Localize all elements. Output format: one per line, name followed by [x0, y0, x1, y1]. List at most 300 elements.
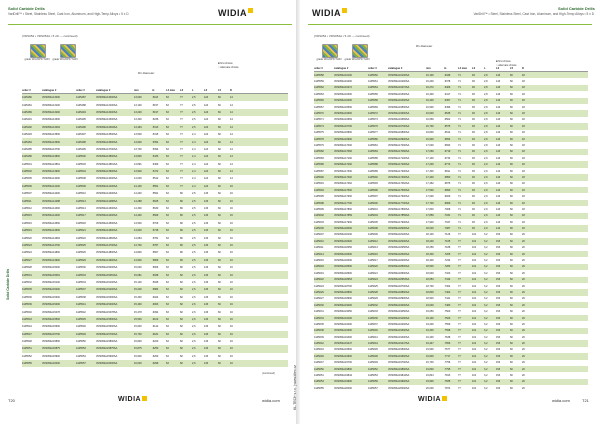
table-cell: 20: [522, 252, 525, 256]
table-cell: 4145530: [76, 266, 86, 270]
table-cell: 17,700: [426, 201, 434, 205]
table-cell: 77: [458, 354, 461, 358]
table-cell: 63: [166, 332, 169, 336]
table-cell: 60: [510, 163, 513, 167]
table-cell: VDS054A18600: [334, 271, 352, 275]
table-cell: 16: [230, 229, 233, 233]
table-cell: .7205: [444, 252, 451, 256]
table-cell: 17,500: [426, 188, 434, 192]
table-cell: .7656: [444, 342, 451, 346]
table-cell: VDS054A14900: [42, 258, 60, 262]
table-cell: .6929: [444, 195, 451, 199]
table-cell: 4145523: [22, 244, 32, 247]
table-cell: 82: [180, 288, 183, 292]
table-cell: 4145502: [22, 170, 32, 174]
table-cell: 4145555: [22, 362, 32, 366]
table-cell: 82: [180, 354, 183, 358]
table-cell: 4145600: [368, 201, 378, 205]
table-cell: .7441: [444, 297, 451, 301]
table-cell: 14,500: [134, 221, 142, 225]
table-cell: VDS054A16500: [334, 105, 352, 109]
table-cell: 4145606: [314, 227, 324, 231]
table-cell: 93: [472, 80, 475, 84]
table-cell: 4145547: [22, 332, 32, 336]
table-cell: 18,700: [426, 284, 434, 288]
table-cell: 4145527: [22, 258, 32, 262]
table-cell: 63: [166, 266, 169, 270]
table-cell: 4145542: [76, 310, 86, 314]
table-cell: VDS054A15600: [42, 325, 60, 329]
table-cell: 63: [166, 258, 169, 262]
column-header: in: [152, 89, 155, 92]
table-cell: 2,9: [484, 227, 488, 231]
table-body: [314, 72, 588, 392]
table-cell: 4145581: [368, 143, 378, 147]
table-cell: 77: [458, 271, 461, 275]
table-cell: 17,100: [426, 156, 434, 160]
table-cell: 4145514: [76, 207, 86, 211]
table-cell: 13,900: [134, 170, 142, 174]
table-cell: 4145568: [368, 99, 378, 103]
table-cell: 4145582: [314, 150, 324, 154]
table-cell: 2,9: [484, 207, 488, 211]
table-cell: .7813: [444, 374, 451, 378]
table-cell: 60: [218, 251, 221, 255]
table-cell: 20: [522, 278, 525, 282]
table-cell: 153: [496, 239, 501, 243]
column-header: L3: [180, 89, 184, 92]
table-cell: 18: [522, 99, 525, 103]
table-cell: VDS054A16200: [334, 80, 352, 84]
table-cell: 4145569: [368, 105, 378, 109]
table-cell: 4145635: [314, 322, 324, 326]
table-cell: 63: [166, 229, 169, 233]
table-cell: .7835: [444, 380, 451, 384]
table-cell: 2,5: [192, 244, 196, 247]
table-cell: 3,2: [484, 290, 488, 294]
table-cell: .5469: [152, 162, 159, 166]
table-cell: .5709: [152, 221, 159, 225]
table-cell: 101: [472, 361, 477, 365]
table-cell: 18: [522, 143, 525, 147]
table-cell: 18,500: [426, 265, 434, 269]
table-cell: VDS054A17400: [334, 175, 352, 179]
right-spec-line: (VDS054 • VDS054A • 5 xD — continued): [314, 34, 370, 38]
table-cell: 2,6: [192, 325, 196, 329]
table-cell: VDS054A15900SA: [96, 354, 118, 358]
table-cell: 60: [218, 280, 221, 284]
table-cell: .7795: [444, 367, 451, 371]
table-cell: 4145580: [368, 137, 378, 141]
table-cell: 93: [472, 182, 475, 186]
table-cell: 4145631: [314, 310, 324, 314]
table-cell: 82: [180, 295, 183, 299]
table-cell: 101: [472, 335, 477, 339]
table-cell: 4145508: [76, 177, 86, 181]
table-cell: 2,9: [484, 169, 488, 173]
column-header: L3: [472, 67, 476, 70]
table-cell: VDS054A18200: [334, 239, 352, 243]
table-cell: 60: [510, 246, 513, 250]
table-cell: 133: [204, 214, 209, 218]
table-cell: 4145597: [368, 195, 378, 199]
table-cell: 60: [218, 295, 221, 299]
table-cell: 80: [180, 214, 183, 218]
column-header: L: [192, 89, 194, 92]
table-cell: VDS054A13891: [42, 162, 60, 166]
table-cell: .5669: [152, 214, 159, 218]
logo-mark-icon: [142, 396, 147, 401]
table-cell: 60: [510, 361, 513, 365]
table-cell: 71: [458, 188, 461, 192]
table-cell: .7283: [444, 265, 451, 269]
table-cell: 15,900: [134, 354, 142, 358]
table-cell: 20,000: [426, 386, 434, 390]
table-cell: 3,2: [484, 297, 488, 301]
table-cell: 2,5: [192, 266, 196, 270]
table-cell: 13,600: [134, 140, 142, 144]
table-cell: 16,600: [426, 112, 434, 116]
table-cell: 20: [522, 374, 525, 378]
table-cell: 124: [204, 170, 209, 174]
table-cell: 3,2: [484, 271, 488, 275]
table-cell: .6496: [444, 105, 451, 109]
column-header: order #: [76, 89, 85, 92]
table-row: [22, 323, 288, 330]
table-cell: VDS054A16500SA: [388, 105, 410, 109]
table-cell: 4145588: [368, 163, 378, 167]
table-cell: 2,4: [192, 170, 196, 174]
column-header: L4 max: [458, 67, 467, 70]
table-cell: VDS054A14500: [42, 221, 60, 225]
table-cell: VDS054A16900: [334, 137, 352, 141]
table-cell: 19,400: [426, 335, 434, 339]
table-cell: 63: [166, 214, 169, 218]
column-header: catalogue #: [42, 89, 57, 92]
table-cell: 60: [510, 169, 513, 173]
table-cell: 77: [458, 386, 461, 390]
table-cell: .7362: [444, 284, 451, 288]
grade-thumbnails-right: [322, 44, 368, 58]
table-cell: 4145626: [314, 290, 324, 294]
table-cell: VDS054A17859: [334, 214, 352, 218]
table-cell: 3,2: [484, 335, 488, 339]
table-cell: 20: [522, 259, 525, 263]
table-row: [22, 353, 288, 360]
table-cell: 93: [472, 118, 475, 122]
table-row: [22, 360, 288, 367]
table-cell: VDS054A14800: [42, 251, 60, 255]
table-cell: 18: [522, 150, 525, 154]
table-cell: 63: [166, 118, 169, 122]
table-row: [22, 116, 288, 123]
table-cell: VDS054A15081SA: [96, 273, 118, 277]
table-cell: VDS054A19600SA: [388, 354, 410, 358]
table-cell: 18: [522, 92, 525, 96]
table-cell: 63: [166, 288, 169, 292]
table-cell: VDS054A18300: [334, 252, 352, 256]
header-rule: [8, 24, 292, 25]
table-cell: 18: [522, 175, 525, 179]
table-cell: 124: [204, 125, 209, 129]
table-cell: .7244: [444, 259, 451, 263]
side-title: Solid Carbide Drills: [6, 268, 10, 300]
table-cell: 71: [458, 131, 461, 135]
table-cell: 14: [230, 170, 233, 174]
grade-label-2-right: grade WU20PD TiAlN: [344, 58, 370, 61]
table-cell: VDS054A19050: [334, 310, 352, 314]
table-cell: 71: [458, 220, 461, 224]
table-cell: 4145579: [314, 143, 324, 147]
table-cell: 4145517: [76, 214, 86, 218]
table-row: [22, 242, 288, 249]
table-cell: .5315: [152, 133, 159, 137]
table-cell: .6732: [444, 156, 451, 160]
table-cell: 4145571: [314, 118, 324, 122]
table-cell: 18,900: [426, 297, 434, 301]
table-cell: 4145643: [314, 348, 324, 352]
table-cell: VDS054A16600: [334, 112, 352, 116]
table-cell: 63: [166, 362, 169, 366]
table-cell: 16,000: [134, 362, 142, 366]
column-header: catalogue #: [334, 67, 349, 70]
table-cell: VDS054A15000SA: [96, 266, 118, 270]
table-cell: .7520: [444, 316, 451, 320]
table-cell: 60: [510, 227, 513, 231]
table-cell: 63: [166, 155, 169, 159]
table-cell: VDS054A14400: [42, 214, 60, 218]
table-cell: 60: [510, 297, 513, 301]
table-cell: VDS054A18200SA: [388, 239, 410, 243]
table-cell: 15,000: [134, 266, 142, 270]
table-cell: VDS054A15478SA: [96, 310, 118, 314]
right-header-subtitle: VariDrill™ • Steel, Stainless Steel, Cast Iron, Aluminum, and High-Temp Alloys • 5 x D: [473, 12, 594, 16]
table-cell: 2,6: [192, 303, 196, 307]
footer-url-right[interactable]: widia.com: [552, 398, 570, 403]
grade-thumbnail-icon: [352, 44, 368, 58]
table-cell: 20: [522, 239, 525, 243]
table-cell: 4145500: [76, 155, 86, 159]
table-cell: 2,6: [192, 280, 196, 284]
table-cell: 18,600: [426, 271, 434, 275]
table-cell: VDS054A19200: [334, 322, 352, 326]
table-cell: 60: [218, 155, 221, 159]
table-row: [22, 161, 288, 168]
table-cell: VDS054A15875SA: [96, 347, 118, 351]
table-cell: 16: [230, 295, 233, 299]
table-cell: 14,800: [134, 251, 142, 255]
table-cell: 77: [180, 103, 183, 107]
table-cell: VDS054A15100SA: [96, 280, 118, 284]
table-cell: 4145541: [76, 303, 86, 307]
table-cell: VDS054A16900SA: [388, 137, 410, 141]
table-cell: 18: [522, 118, 525, 122]
table-cell: VDS054A19300: [334, 329, 352, 333]
table-cell: 60: [218, 273, 221, 277]
table-cell: 16: [230, 354, 233, 358]
table-cell: 143: [496, 227, 501, 231]
table-cell: 19,600: [426, 354, 434, 358]
table-cell: 60: [510, 316, 513, 320]
table-cell: 4145544: [22, 325, 32, 329]
table-cell: 14,200: [134, 192, 142, 196]
table-cell: 4145599: [314, 207, 324, 211]
table-cell: 18: [522, 124, 525, 128]
table-cell: 4145574: [314, 124, 324, 128]
left-header-subtitle: VariDrill™ • Steel, Stainless Steel, Cast Iron, Aluminum, and High-Temp Alloys • 5 x D: [8, 12, 129, 16]
table-cell: 153: [496, 284, 501, 288]
table-cell: VDS054A19050SA: [388, 310, 410, 314]
table-cell: 2,9: [484, 220, 488, 224]
table-cell: 60: [510, 175, 513, 179]
table-cell: 4145516: [22, 221, 32, 225]
table-cell: 4145615: [314, 259, 324, 263]
table-cell: .7717: [444, 354, 451, 358]
table-cell: 18: [522, 73, 525, 77]
table-cell: 80: [180, 199, 183, 203]
table-cell: VDS054A19600: [334, 354, 352, 358]
table-cell: 13,494: [134, 125, 142, 129]
table-cell: 93: [472, 175, 475, 179]
table-cell: .6417: [444, 92, 451, 96]
table-cell: 80: [180, 221, 183, 225]
table-cell: .6535: [444, 112, 451, 116]
table-cell: 153: [496, 303, 501, 307]
table-cell: 4145593: [368, 182, 378, 186]
table-cell: 143: [496, 86, 501, 90]
table-cell: VDS054A19844SA: [388, 374, 410, 378]
table-cell: 16,800: [426, 131, 434, 135]
table-cell: 4145518: [76, 221, 86, 225]
table-cell: 93: [472, 92, 475, 96]
table-cell: VDS054A18500SA: [388, 265, 410, 269]
table-cell: VDS054A19900: [334, 380, 352, 384]
table-cell: 124: [204, 177, 209, 181]
table-cell: 60: [510, 137, 513, 141]
table-cell: 4145607: [314, 233, 324, 237]
table-cell: 19,500: [426, 348, 434, 352]
table-cell: 60: [510, 259, 513, 263]
table-cell: VDS054A19400: [334, 335, 352, 339]
table-cell: 60: [218, 258, 221, 262]
table-cell: 4145559: [314, 80, 324, 84]
table-cell: 2,6: [192, 354, 196, 358]
table-cell: 60: [218, 192, 221, 196]
table-cell: 60: [218, 207, 221, 211]
table-cell: 4145548: [22, 340, 32, 344]
table-cell: 101: [472, 233, 477, 237]
table-cell: 133: [204, 303, 209, 307]
table-cell: 133: [204, 251, 209, 255]
table-cell: 63: [166, 103, 169, 107]
table-cell: 4145594: [314, 188, 324, 192]
table-cell: 16,669: [426, 118, 434, 122]
table-cell: VDS054A16100SA: [388, 73, 410, 77]
table-cell: VDS054A15200SA: [96, 288, 118, 292]
table-cell: VDS054A15875: [42, 347, 60, 351]
table-cell: .7598: [444, 329, 451, 333]
table-cell: 4145565: [368, 92, 378, 96]
column-header: order #: [22, 89, 31, 92]
table-cell: 4145567: [314, 105, 324, 109]
table-cell: 153: [496, 374, 501, 378]
table-cell: 101: [472, 329, 477, 333]
table-cell: 71: [458, 80, 461, 84]
table-cell: 143: [496, 201, 501, 205]
table-cell: .6378: [444, 80, 451, 84]
table-cell: 4145488: [76, 103, 86, 107]
table-cell: 153: [496, 271, 501, 275]
table-cell: 63: [166, 295, 169, 299]
table-cell: VDS054A16669SA: [388, 118, 410, 122]
table-cell: 15,081: [134, 273, 142, 277]
table-cell: 93: [472, 143, 475, 147]
table-cell: 133: [204, 340, 209, 344]
table-cell: 60: [218, 162, 221, 166]
table-cell: 4145575: [314, 131, 324, 135]
table-cell: 13,200: [134, 110, 142, 114]
table-cell: 63: [166, 354, 169, 358]
table-cell: 16: [230, 340, 233, 344]
footer-url-left[interactable]: widia.com: [262, 398, 280, 403]
table-cell: 63: [166, 192, 169, 196]
table-cell: 16: [230, 184, 233, 188]
table-cell: 60: [510, 201, 513, 205]
table-cell: 16: [230, 199, 233, 203]
table-cell: 71: [458, 207, 461, 211]
table-cell: 4145630: [314, 303, 324, 307]
table-cell: .5984: [152, 288, 159, 292]
table-cell: 4145608: [368, 227, 378, 231]
table-cell: 133: [204, 362, 209, 366]
table-cell: 4145484: [22, 140, 32, 144]
page-number-left: T20: [8, 398, 15, 403]
table-cell: 20: [522, 354, 525, 358]
table-cell: 2,5: [192, 125, 196, 129]
table-cell: VDS054A19700SA: [388, 361, 410, 365]
table-cell: 101: [472, 374, 477, 378]
table-row: [22, 286, 288, 293]
table-cell: 15,478: [134, 310, 142, 314]
table-cell: 77: [180, 155, 183, 159]
table-cell: 4145506: [22, 184, 32, 188]
table-cell: 16: [230, 258, 233, 262]
table-cell: VDS054A13800SA: [96, 155, 118, 159]
table-cell: 77: [458, 361, 461, 365]
table-cell: VDS054A19100SA: [388, 316, 410, 320]
grade-label-1: grade WU20PD TiAlN: [24, 58, 50, 61]
table-cell: 82: [180, 332, 183, 336]
table-cell: 63: [166, 310, 169, 314]
table-cell: 4145535: [22, 288, 32, 292]
table-cell: 4145558: [314, 73, 324, 77]
table-cell: 3,2: [484, 386, 488, 390]
table-cell: 153: [496, 367, 501, 371]
table-cell: .5551: [152, 184, 159, 188]
table-cell: 153: [496, 335, 501, 339]
table-cell: 20: [522, 265, 525, 269]
table-row: [22, 197, 288, 204]
table-cell: 2,8: [484, 73, 488, 77]
table-cell: 77: [458, 297, 461, 301]
table-cell: 4145640: [368, 329, 378, 333]
table-cell: VDS054A13300SA: [96, 118, 118, 122]
table-cell: 133: [204, 207, 209, 211]
table-cell: 2,5: [192, 229, 196, 233]
table-cell: .6562: [444, 118, 451, 122]
table-cell: VDS054A14300: [42, 207, 60, 211]
table-cell: 16,100: [426, 73, 434, 77]
